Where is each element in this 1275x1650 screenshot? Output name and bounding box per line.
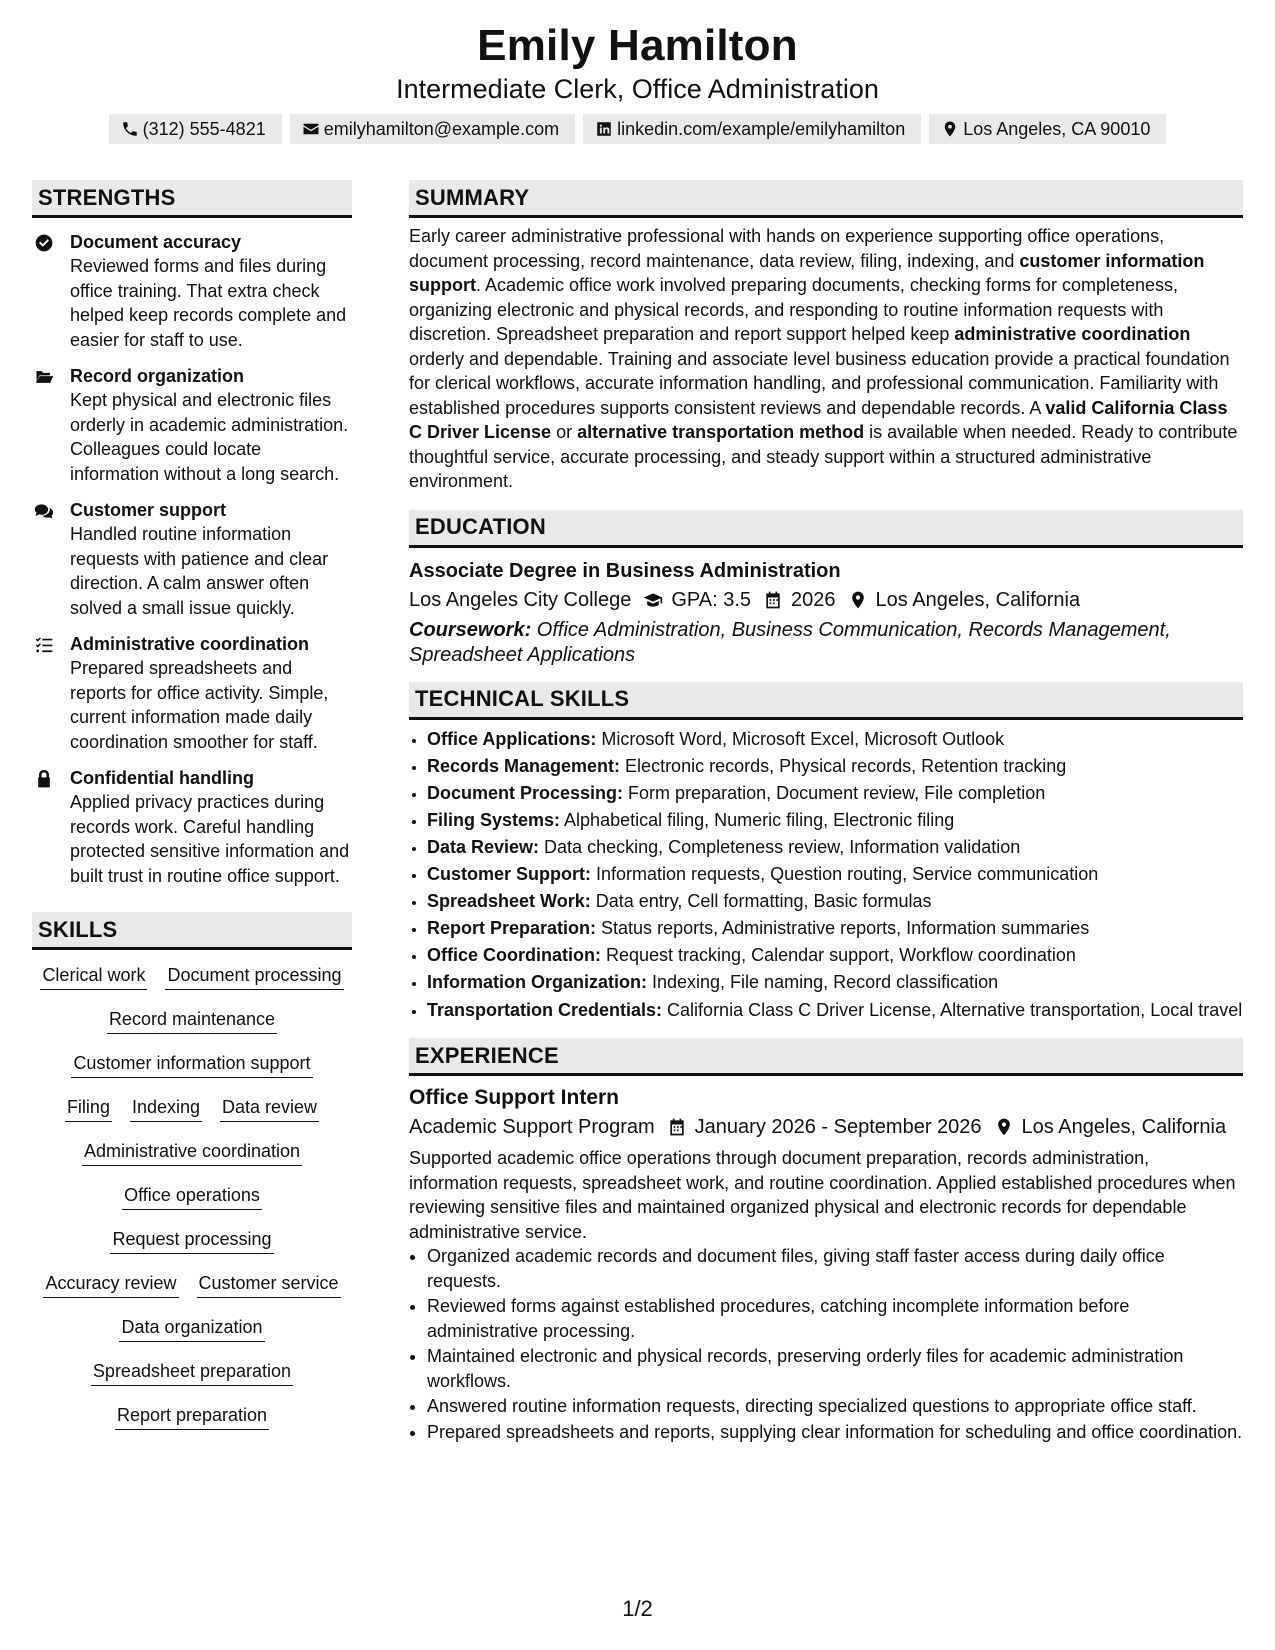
experience-heading: EXPERIENCE [409,1038,1243,1076]
check-circle-icon [34,233,56,253]
strength-desc: Kept physical and electronic files orderly in academic administration. Colleagues could locate information without a long search. [70,390,349,484]
strength-item [32,498,352,620]
list-item [427,942,1243,969]
strength-item [32,230,352,352]
skill-tag: Report preparation [115,1403,269,1430]
school-name: Los Angeles City College [409,588,632,611]
map-pin-icon [848,590,868,610]
job-bullets [409,1244,1243,1444]
contact-email[interactable] [290,114,575,144]
coursework-list: Office Administration, Business Communication, Records Management, Spreadsheet Applications [409,618,1171,666]
tech-label: Information Organization: [427,971,647,992]
skills-heading: SKILLS [32,912,352,950]
strength-desc: Applied privacy practices during records work. Careful handling protected sensitive information and built trust in routine office support. [70,792,350,886]
list-item: • Organized academic records and document files, giving staff faster access during daily office requests. [427,1244,1243,1293]
job-location: Los Angeles, California [1021,1116,1227,1138]
tech-label: Spreadsheet Work: [427,890,591,911]
tech-value: Form preparation, Document review, File completion [623,782,1046,803]
skills-list [32,958,352,1442]
coursework [409,618,1243,668]
tech-value: Indexing, File naming, Record classification [647,971,999,992]
skill-tag: Office operations [122,1183,262,1210]
candidate-title: Intermediate Clerk, Office Administration [396,74,879,104]
right-column [409,180,1243,1445]
strength-item [32,766,352,888]
list-item [427,969,1243,996]
tech-value: California Class C Driver License, Alternative transportation, Local travel [662,999,1243,1020]
tech-label: Report Preparation: [427,917,597,938]
contact-phone[interactable] [109,114,282,144]
job-title: Office Support Intern [409,1086,619,1109]
contact-location [929,114,1166,144]
resume-header [0,18,1275,144]
tech-value: Information requests, Question routing, Service communication [591,863,1099,884]
list-check-icon [34,635,56,655]
job-dates: January 2026 - September 2026 [694,1116,982,1138]
list-item [427,888,1243,915]
strength-title: Record organization [70,366,245,386]
list-item: • Answered routine information requests, directing specialized questions to appropriate office staff. [427,1394,1243,1419]
folder-open-icon [34,367,56,387]
skill-tag: Document processing [165,963,343,990]
list-item [427,996,1243,1023]
tech-label: Customer Support: [427,863,591,884]
summary-part: Early career administrative professional with hands on experience supporting office operations, document processing, record maintenance, data review, filing, indexing, and [409,226,1165,271]
calendar-icon [763,590,783,610]
list-item [427,861,1243,888]
graduation-year: 2026 [791,588,836,611]
contact-email-text: emilyhamilton@example.com [323,118,560,139]
list-item [427,807,1243,834]
tech-value: Status reports, Administrative reports, Information summaries [596,917,1090,938]
tech-value: Data entry, Cell formatting, Basic formulas [590,890,932,911]
technical-skills-heading: TECHNICAL SKILLS [409,682,1243,720]
skill-tag: Accuracy review [43,1271,178,1298]
envelope-icon [302,120,320,138]
technical-skills-list [409,726,1243,1023]
strength-desc: Reviewed forms and files during office training. That extra check helped keep records complete and easier for staff to use. [70,256,347,350]
tech-label: Office Coordination: [427,944,601,965]
skill-tag: Record maintenance [107,1007,277,1034]
education-meta [409,585,1243,615]
phone-icon [121,120,139,138]
tech-label: Document Processing: [427,782,624,803]
strength-title: Document accuracy [70,232,242,252]
skill-tag: Filing [65,1095,112,1122]
skill-tag: Spreadsheet preparation [91,1359,293,1386]
experience-meta [409,1112,1243,1142]
candidate-name: Emily Hamilton [477,21,798,70]
contact-linkedin-text: linkedin.com/example/emilyhamilton [617,118,906,139]
tech-value: Alphabetical filing, Numeric filing, Electronic filing [560,809,955,830]
tech-value: Request tracking, Calendar support, Workflow coordination [601,944,1076,965]
summary-emphasis: customer information support [409,250,1205,295]
summary-part: or [551,422,578,442]
degree-title: Associate Degree in Business Administration [409,559,841,582]
comments-icon [34,501,56,521]
strength-desc: Handled routine information requests with patience and clear direction. A calm answer often solved a small issue quickly. [70,524,329,618]
map-pin-icon [941,120,959,138]
organization-name: Academic Support Program [409,1116,655,1138]
skill-tag: Data review [220,1095,319,1122]
summary-emphasis: valid California Class C Driver License [409,397,1228,442]
graduation-cap-icon [643,590,663,610]
skill-tag: Data organization [119,1315,264,1342]
map-pin-icon [994,1117,1014,1137]
summary-part: . Academic office work involved preparing documents, checking forms for completeness, organizing electronic and physical records, and responding to routine information requests with discretion. Spreadsheet preparation and report support helped keep [409,275,1178,344]
page-number: 1/2 [622,1596,653,1621]
skill-tag: Clerical work [40,963,147,990]
skill-tag: Customer information support [71,1051,312,1078]
list-item [427,780,1243,807]
strength-title: Administrative coordination [70,634,310,654]
contact-linkedin[interactable] [583,114,921,144]
school-location: Los Angeles, California [875,588,1081,611]
skill-tag: Request processing [110,1227,273,1254]
list-item [427,753,1243,780]
strengths-heading: STRENGTHS [32,180,352,218]
job-description: Supported academic office operations through document preparation, records administration, information requests, spreadsheet work, and routine coordination. Applied established procedures when reviewing sensitive files and maintained organized physical and electronic records for dependable administrative service. [409,1148,1236,1242]
education-heading: EDUCATION [409,510,1243,548]
strength-item [32,632,352,754]
lock-icon [34,769,56,789]
summary-part: is available when needed. Ready to contribute thoughtful service, accurate processing, and steady support within a structured administrative environment. [409,422,1238,491]
tech-label: Records Management: [427,755,621,776]
list-item: • Maintained electronic and physical records, preserving orderly files for academic administration workflows. [427,1344,1243,1393]
tech-label: Transportation Credentials: [427,999,663,1020]
contact-phone-text: (312) 555-4821 [142,118,266,139]
summary-part: orderly and dependable. Training and associate level business education provide a practical foundation for clerical workflows, accurate information handling, and professional communication. Familiarity with established procedures supports consistent reviews and dependable records. A [409,348,1230,418]
tech-label: Filing Systems: [427,809,561,830]
skill-tag: Customer service [197,1271,341,1298]
strength-desc: Prepared spreadsheets and reports for office activity. Simple, current information made daily coordination smoother for staff. [70,658,329,752]
contact-row [0,114,1275,144]
summary-emphasis: alternative transportation method [577,422,865,442]
tech-value: Microsoft Word, Microsoft Excel, Microsoft Outlook [596,728,1005,749]
list-item [427,915,1243,942]
list-item: • Prepared spreadsheets and reports, supplying clear information for scheduling and office coordination. [427,1420,1243,1445]
left-column [32,180,352,1442]
summary-emphasis: administrative coordination [954,324,1191,344]
contact-location-text: Los Angeles, CA 90010 [963,118,1151,139]
strength-title: Customer support [70,500,227,520]
gpa: GPA: 3.5 [671,588,752,611]
linkedin-icon [595,120,613,138]
tech-value: Electronic records, Physical records, Retention tracking [620,755,1067,776]
list-item: • Reviewed forms against established procedures, catching incomplete information before administrative processing. [427,1294,1243,1343]
tech-label: Data Review: [427,836,540,857]
skill-tag: Administrative coordination [82,1139,302,1166]
list-item [427,726,1243,753]
tech-label: Office Applications: [427,728,597,749]
summary-heading: SUMMARY [409,180,1243,218]
list-item [427,834,1243,861]
calendar-icon [667,1117,687,1137]
skill-tag: Indexing [130,1095,202,1122]
strength-title: Confidential handling [70,768,254,788]
strength-item [32,364,352,486]
tech-value: Data checking, Completeness review, Information validation [539,836,1021,857]
summary-text [409,224,1243,494]
coursework-label: Coursework: [409,618,532,641]
